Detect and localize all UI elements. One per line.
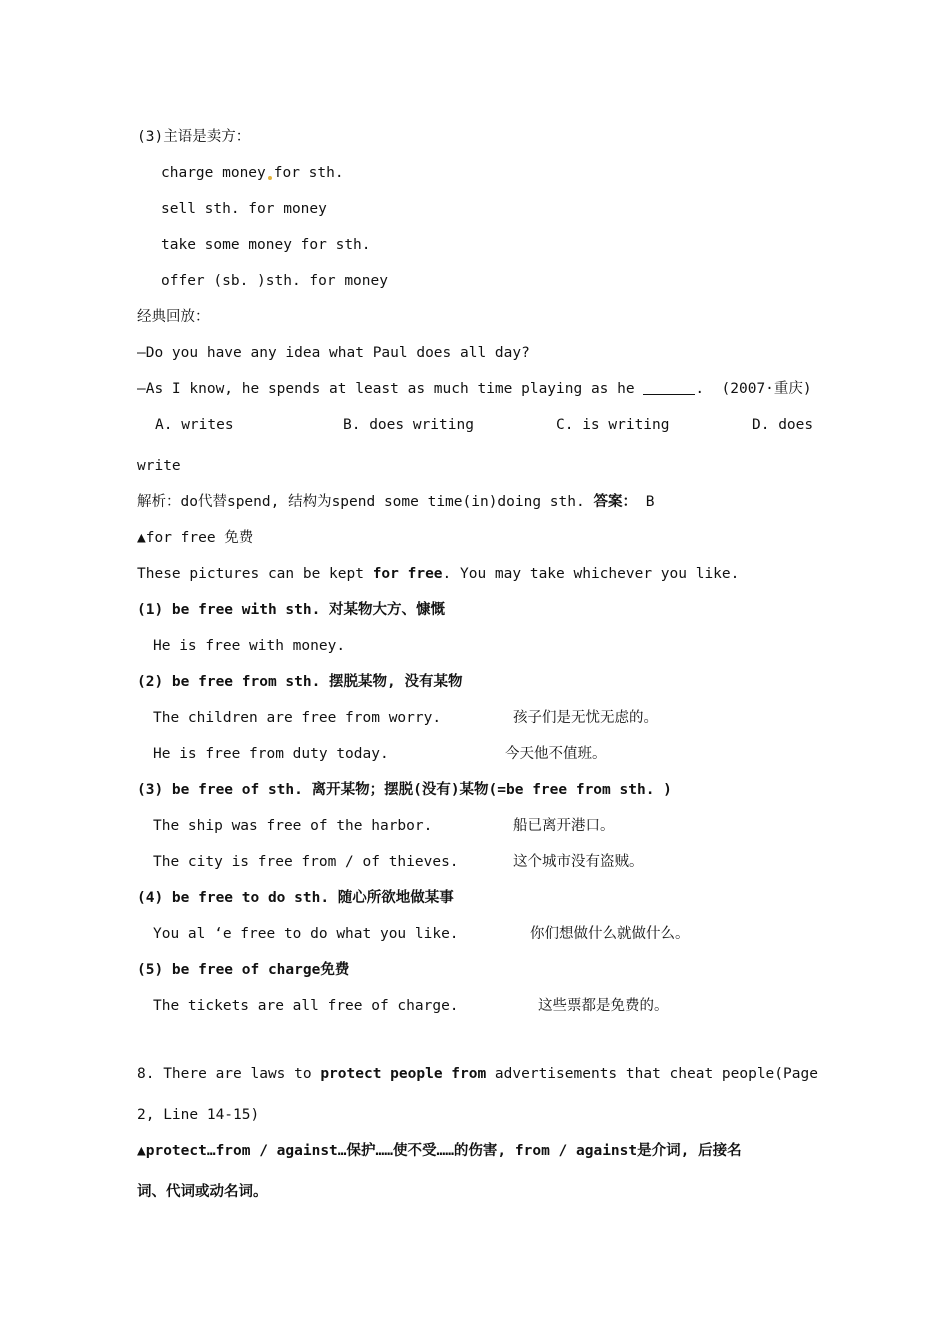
item8-note-2: 词、代词或动名词。 — [137, 1184, 268, 1200]
item8-line2: 2, Line 14-15) — [137, 1107, 260, 1123]
for-free-example: These pictures can be kept for free. You may take whichever you like. — [137, 566, 740, 582]
sense-heading: (1) be free with sth. 对某物大方、慷慨 — [137, 602, 446, 618]
sense-heading: (5) be free of charge免费 — [137, 962, 350, 978]
sense-example-zh: 船已离开港口。 — [513, 818, 615, 834]
option-b: B. does writing — [343, 417, 474, 433]
sense-example-zh: 这些票都是免费的。 — [538, 998, 669, 1014]
analysis: 解析：do代替spend, 结构为spend some time(in)doing sth. 答案： B — [137, 494, 655, 510]
sense-example-en: The children are free from worry. — [153, 710, 442, 726]
answer-blank — [643, 380, 695, 395]
sense-example-zh: 今天他不值班。 — [505, 746, 607, 762]
sense-example-en: The city is free from / of thieves. — [153, 854, 459, 870]
option-d-wrap: write — [137, 458, 181, 474]
sense-heading: (4) be free to do sth. 随心所欲地做某事 — [137, 890, 454, 906]
sense-example-en: You al ‘e free to do what you like. — [153, 926, 459, 942]
item8-note-1: ▲protect…from / against…保护……使不受……的伤害, from / against是介词, 后接名 — [137, 1143, 742, 1159]
answer-value: B — [645, 494, 655, 510]
for-free-title: ▲for free 免费 — [137, 530, 254, 546]
seller-item: sell sth. for money — [161, 201, 327, 217]
classic-heading: 经典回放： — [137, 309, 210, 325]
sense-heading: (3) be free of sth. 离开某物；摆脱(没有)某物(=be free from sth. ) — [137, 782, 672, 798]
item8-line1: 8. There are laws to protect people from advertisements that cheat people(Page — [137, 1066, 818, 1082]
question-line-2: —As I know, he spends at least as much time playing as he . (2007·重庆) — [137, 381, 812, 397]
question-line-1: —Do you have any idea what Paul does all day? — [137, 345, 530, 361]
sense-example-en: The tickets are all free of charge. — [153, 998, 459, 1014]
sense-example-en: The ship was free of the harbor. — [153, 818, 433, 834]
seller-item: charge money for sth. — [161, 165, 344, 181]
seller-item: take some money for sth. — [161, 237, 371, 253]
option-d: D. does — [752, 417, 814, 433]
marker-dot-icon — [268, 176, 272, 180]
option-c: C. is writing — [556, 417, 670, 433]
sense-example-en: He is free from duty today. — [153, 746, 389, 762]
sense-example-zh: 这个城市没有盗贼。 — [513, 854, 644, 870]
sense-heading: (2) be free from sth. 摆脱某物, 没有某物 — [137, 674, 463, 690]
sense-example-zh: 孩子们是无忧无虑的。 — [513, 710, 658, 726]
sense-example-zh: 你们想做什么就做什么。 — [530, 926, 690, 942]
seller-heading: (3)主语是卖方： — [137, 129, 251, 145]
option-a: A. writes — [155, 417, 234, 433]
sense-example-en: He is free with money. — [153, 638, 346, 654]
seller-item: offer (sb. )sth. for money — [161, 273, 388, 289]
answer-label: 答案： — [593, 494, 637, 510]
